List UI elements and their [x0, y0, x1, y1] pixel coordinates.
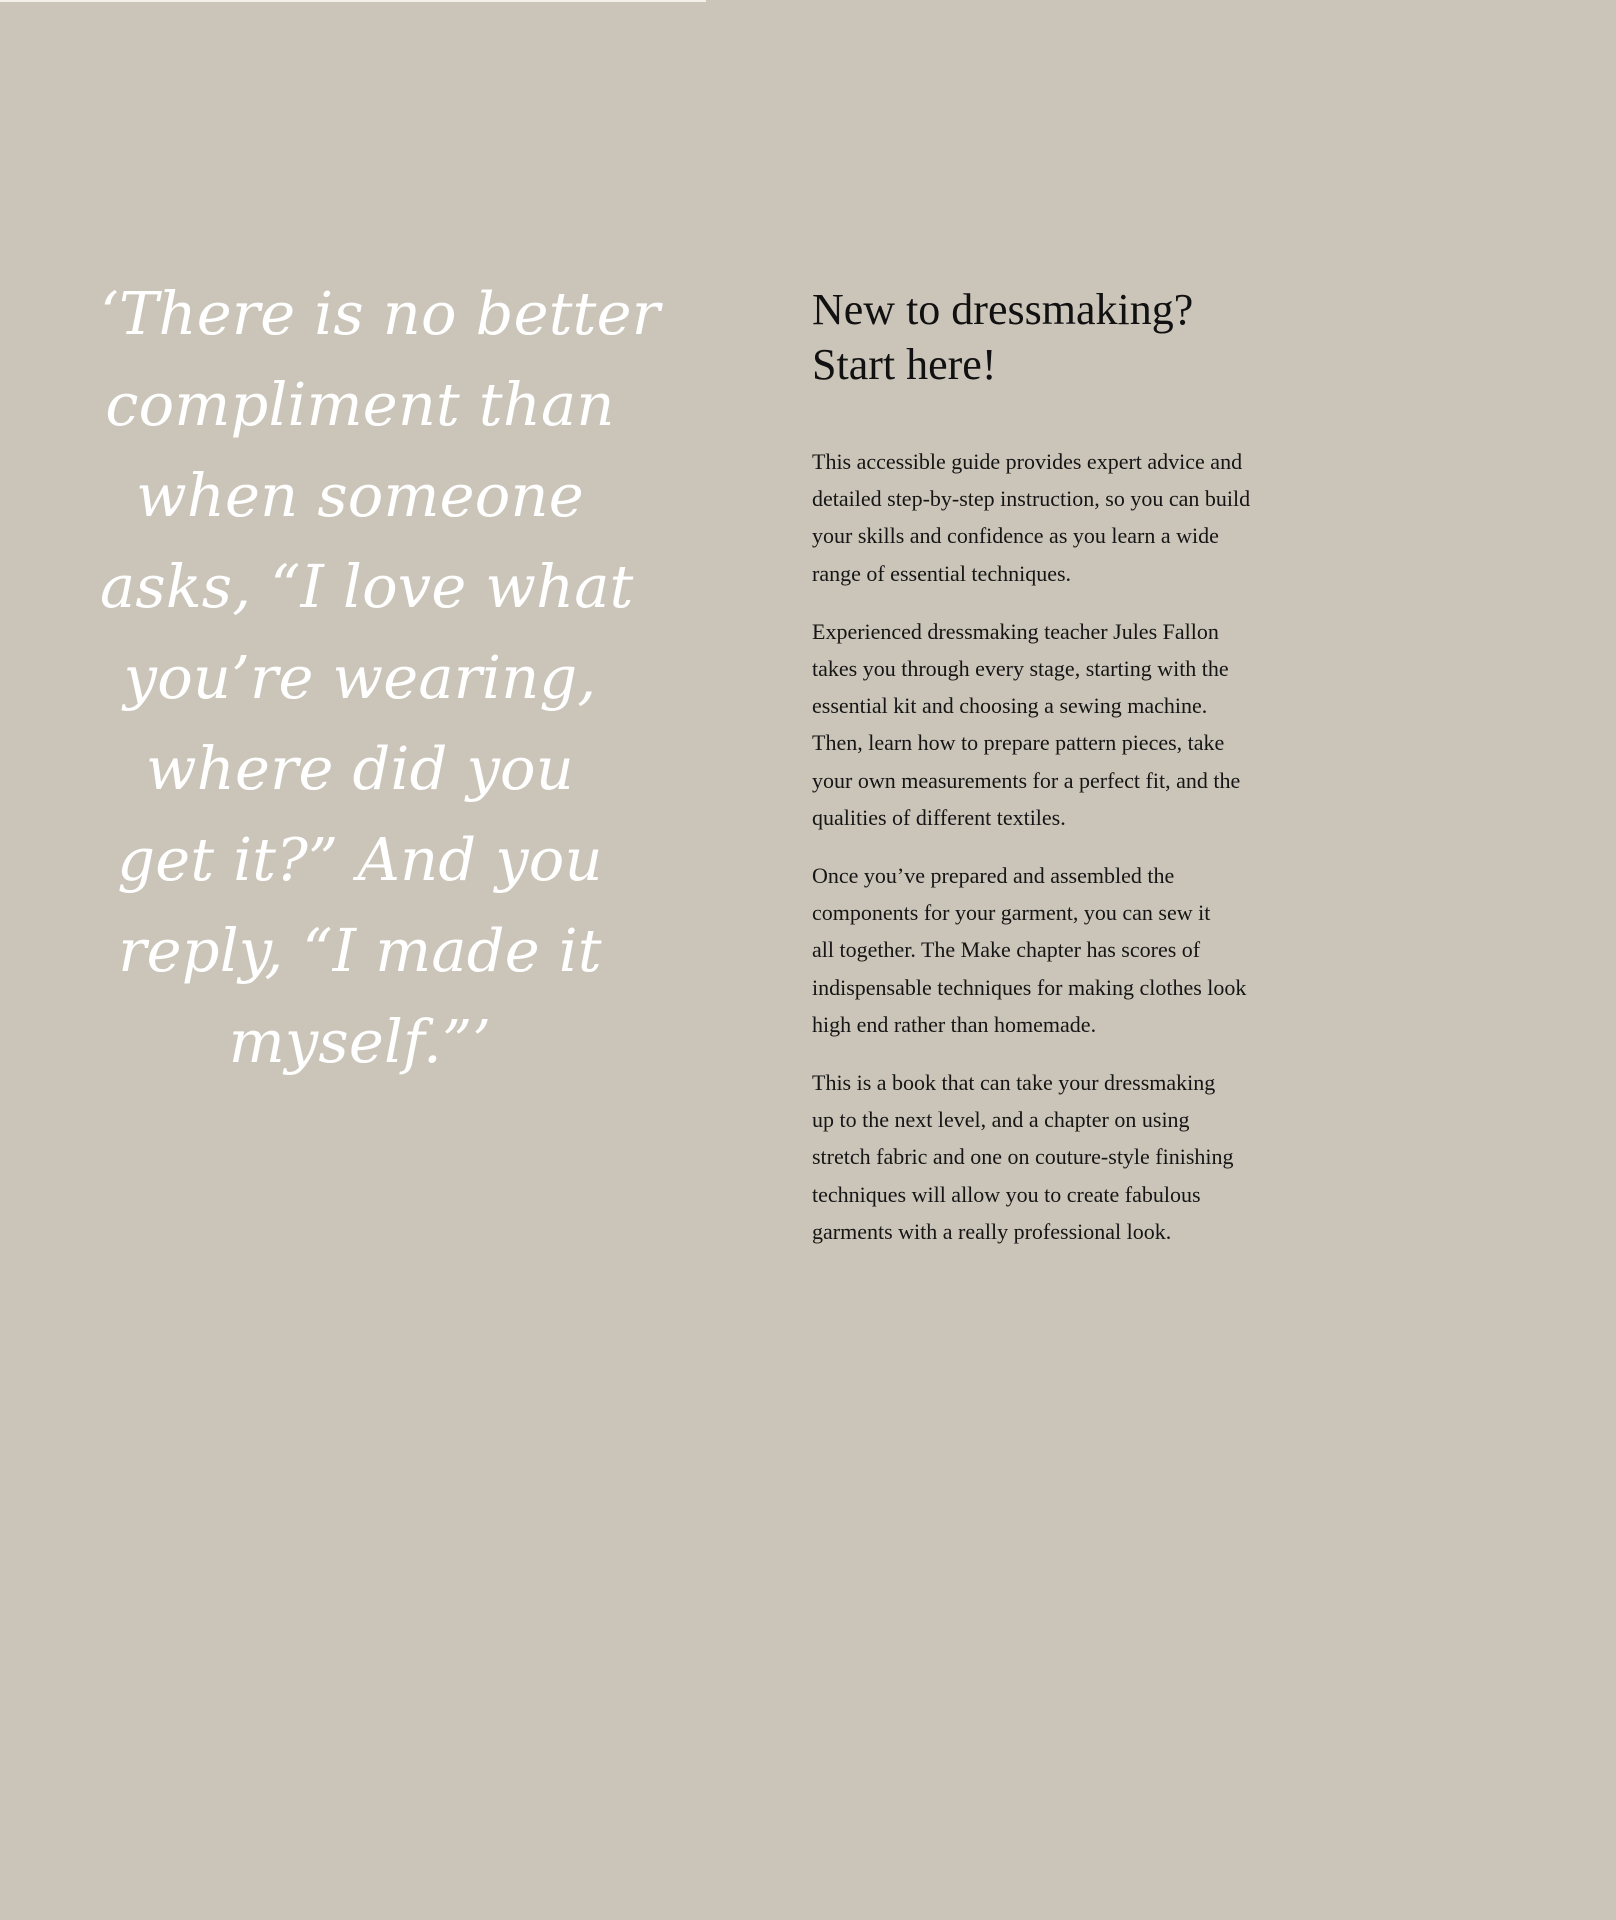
pull-quote-line: myself.”’	[228, 1007, 492, 1076]
page-heading	[812, 282, 1512, 392]
text-line: high end rather than homemade.	[812, 1011, 1097, 1037]
paragraph-next-level	[812, 1064, 1352, 1250]
text-line: essential kit and choosing a sewing machine.	[812, 693, 1208, 719]
heading-line: New to dressmaking?	[812, 285, 1194, 334]
pull-quote	[100, 268, 661, 1087]
pull-quote-line: when someone	[136, 461, 584, 530]
text-line: stretch fabric and one on couture-style finishing	[812, 1144, 1234, 1170]
pull-quote-line: reply, “I made it	[118, 916, 602, 985]
text-line: detailed step-by-step instruction, so you can build	[812, 486, 1251, 512]
text-line: components for your garment, you can sew it	[812, 900, 1211, 926]
text-line: techniques will allow you to create fabulous	[812, 1181, 1201, 1207]
pull-quote-line: you’re wearing,	[123, 643, 597, 712]
text-line: your skills and confidence as you learn a wide	[812, 523, 1219, 549]
text-line: Once you’ve prepared and assembled the	[812, 863, 1175, 889]
body-copy	[812, 443, 1352, 1271]
pull-quote-line: get it?” And you	[117, 825, 603, 894]
heading-line: Start here!	[812, 340, 997, 389]
text-line: takes you through every stage, starting with the	[812, 656, 1229, 682]
paragraph-make-chapter	[812, 857, 1352, 1043]
pull-quote-line: compliment than	[105, 370, 615, 439]
pull-quote-line: asks, “I love what	[100, 552, 634, 621]
pull-quote-line: where did you	[146, 734, 574, 803]
paragraph-intro	[812, 443, 1352, 592]
text-line: This accessible guide provides expert advice and	[812, 449, 1243, 474]
text-line: Experienced dressmaking teacher Jules Fallon	[812, 618, 1219, 644]
text-line: garments with a really professional look.	[812, 1218, 1172, 1244]
text-line: your own measurements for a perfect fit, and the	[812, 767, 1241, 793]
text-line: all together. The Make chapter has scores of	[812, 937, 1201, 963]
text-line: This is a book that can take your dressmaking	[812, 1070, 1216, 1096]
text-line: range of essential techniques.	[812, 560, 1072, 586]
top-divider-line	[0, 0, 706, 2]
text-line: qualities of different textiles.	[812, 804, 1066, 830]
pull-quote-line: ‘There is no better	[100, 279, 661, 348]
paragraph-author	[812, 613, 1352, 836]
text-line: Then, learn how to prepare pattern pieces, take	[812, 730, 1225, 756]
text-line: up to the next level, and a chapter on using	[812, 1107, 1190, 1133]
text-line: indispensable techniques for making clothes look	[812, 974, 1247, 1000]
